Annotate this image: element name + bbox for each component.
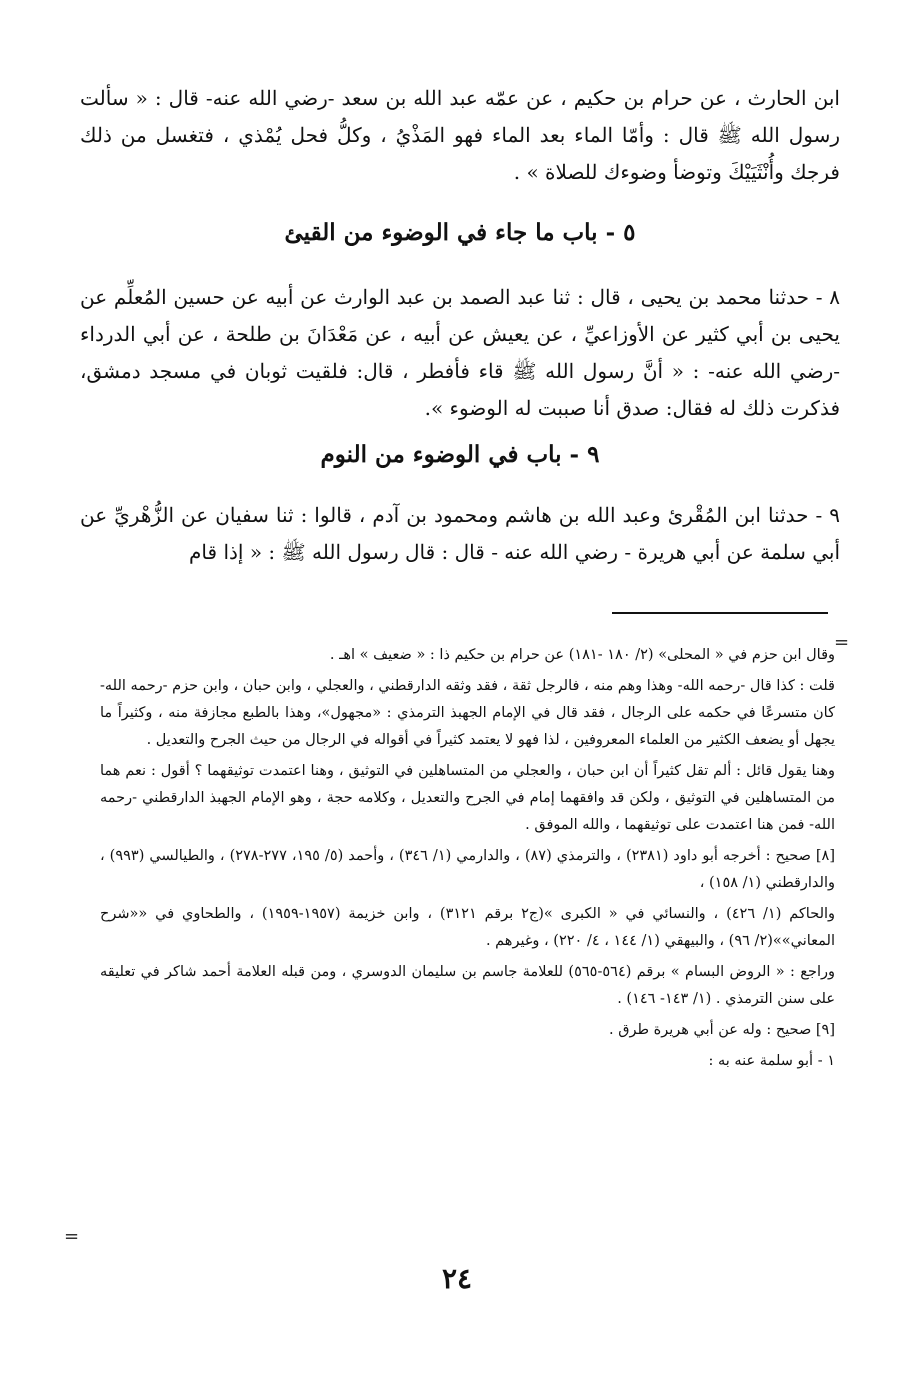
footnote-line: وهنا يقول قائل : ألم تقل كثيراً أن ابن حبان ، والعجلي من المتساهلين في التوثيق ، وهنا اعتمدت توثيقهما ؟ أقول : نعم هما من المتساهلين في التوثيق ، ولكن قد وافقهما إمام في الجرح والتعديل ، وكلامه حجة ، وهو الإمام الجهبذ الدارقطني -رحمه الله- فمن هنا اعتمدت على توثيقهما ، والله الموفق . [100, 763, 835, 833]
footnote-continued-from-mark: = [834, 632, 850, 653]
footnote-line: وقال ابن حزم في « المحلى» (٢/ ١٨٠ -١٨١) عن حرام بن حكيم ذا : « ضعيف » اهـ . [329, 647, 835, 663]
chapter-heading-5: ٥ - باب ما جاء في الوضوء من القيئ [284, 219, 636, 246]
footnote-line: [٨] صحيح : أخرجه أبو داود (٢٣٨١) ، والترمذي (٨٧) ، والدارمي (١/ ٣٤٦) ، وأحمد (٥/ ١٩٥، ٢٧٧-٢٧٨) ، والطيالسي (٩٩٣) ، والدارقطني (١/ ١٥٨) ، [100, 848, 835, 891]
footnote-line: وراجع : « الروض البسام » برقم (٥٦٤-٥٦٥) للعلامة جاسم بن سليمان الدوسري ، ومن قبله العلامة أحمد شاكر في تعليقه على سنن الترمذي . (١/ ١٤٣- ١٤٦) . [100, 964, 835, 1007]
main-text [80, 80, 840, 571]
footnote-line: ١ - أبو سلمة عنه به : [708, 1053, 835, 1069]
footnote-line: قلت : كذا قال -رحمه الله- وهذا وهم منه ، فالرجل ثقة ، فقد وثقه الدارقطني ، والعجلي ، وابن حبان ، وابن حزم -رحمه الله- كان متسرعًا في حكمه على الرجال ، فقد قال في الإمام الجهبذ الترمذي : «مجهول»، وهذا بالطبع مجازفة منه ، وكثيراً ما يجهل أو يضعف الكثير من العلماء المعروفين ، لذا فهو لا يعتمد كثيراً في أقواله في الرجال من حيث الجرح والتعديل . [100, 678, 835, 748]
footnotes [100, 642, 835, 1079]
footnote-line: [٩] صحيح : وله عن أبي هريرة طرق . [608, 1022, 835, 1038]
hadith-paragraph-8: ٨ - حدثنا محمد بن يحيى ، قال : ثنا عبد الصمد بن عبد الوارث عن أبيه عن حسين المُعلِّم عن يحيى بن أبي كثير عن الأوزاعيِّ ، عن يعيش عن أبيه ، عن مَعْدَانَ بن طلحة ، عن أبي الدرداء -رضي الله عنه- : « أنَّ رسول الله ﷺ قاء فأفطر ، قال: فلقيت ثوبان في مسجد دمشق، فذكرت ذلك له فقال: صدق أنا صببت له الوضوء ». [80, 285, 840, 420]
page-number: ٢٤ [441, 1262, 473, 1295]
footnote-line: والحاكم (١/ ٤٢٦) ، والنسائي في « الكبرى »(ج٢ برقم ٣١٢١) ، وابن خزيمة (١٩٥٧-١٩٥٩) ، والطحاوي في ««شرح المعاني»»(٢/ ٩٦) ، والبيهقي (١/ ١٤٤ ، ٤/ ٢٢٠) ، وغيرهم . [100, 906, 836, 949]
hadith-paragraph-9: ٩ - حدثنا ابن المُقْرئ وعبد الله بن هاشم ومحمود بن آدم ، قالوا : ثنا سفيان عن الزُّهْريِّ عن أبي سلمة عن أبي هريرة - رضي الله عنه - قال : قال رسول الله ﷺ : « إذا قام [80, 503, 840, 564]
hadith-paragraph-1: ابن الحارث ، عن حرام بن حكيم ، عن عمّه عبد الله بن سعد -رضي الله عنه- قال : « سألت رسول الله ﷺ قال : وأمّا الماء بعد الماء فهو المَذْيُ ، وكلُّ فحل يُمْذي ، فتغسل من ذلك فرجك وأُنْثَيَيْكَ وتوضأ وضوءك للصلاة » . [80, 86, 840, 184]
footnote-continues-mark: = [64, 1226, 80, 1247]
footnote-separator [612, 612, 828, 614]
chapter-heading-9: ٩ - باب في الوضوء من النوم [320, 441, 600, 468]
